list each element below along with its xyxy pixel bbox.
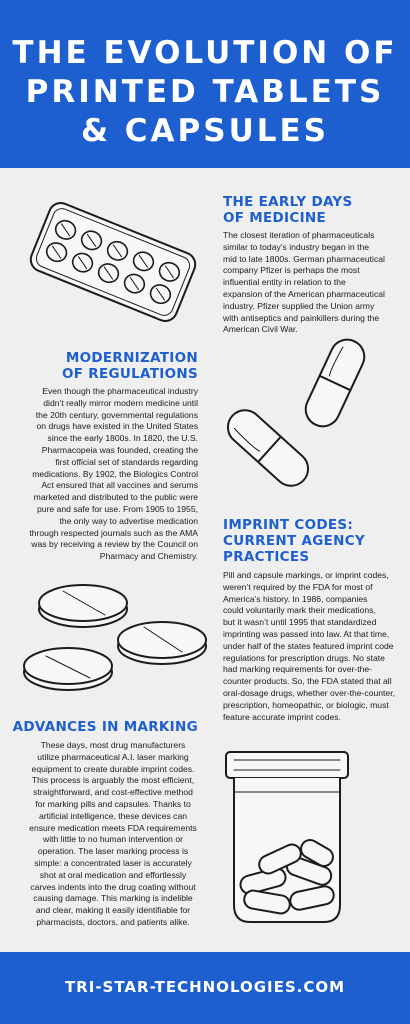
body-line: on drugs have existed in the United States — [36, 421, 198, 432]
body-line: oral-dosage drugs, whether over-the-counter, — [223, 687, 395, 698]
body-line: first official set of standards regarding — [55, 456, 198, 467]
body-line: ensure medication meets FDA requirements — [29, 822, 197, 833]
blister-pill — [122, 272, 147, 296]
body-line: similar to today’s industry began in the — [223, 241, 370, 252]
pill-score-line — [59, 224, 73, 236]
body-line: Pill and capsule markings, or imprint codes, — [223, 570, 389, 580]
body-line: the only way to advertise medication — [59, 515, 198, 526]
title-line: THE EVOLUTION OF — [12, 35, 398, 71]
pill-score-line — [162, 266, 176, 278]
body-line: utilize pharmaceutical A.I. laser marking — [37, 751, 189, 762]
body-line: for marking pills and capsules. Thanks to — [35, 798, 191, 809]
advances-body — [18, 740, 208, 929]
heading-line: IMPRINT CODES: — [223, 517, 354, 533]
body-line: and clear, making it easily identifiable for — [35, 905, 191, 916]
pill-score-line — [50, 246, 64, 258]
pill-score-line — [136, 255, 150, 267]
body-line: could voluntarily mark their medications, — [223, 605, 376, 616]
body-line: simple: a concentrated laser is accurately — [34, 857, 192, 868]
website-link[interactable]: TRI-STAR-TECHNOLOGIES.COM — [64, 978, 346, 996]
advances-heading — [13, 719, 198, 735]
heading-line: PRACTICES — [223, 549, 310, 565]
body-line: pharmacists, doctors, and patients alike. — [36, 916, 190, 927]
heading-line: MODERNIZATION — [65, 350, 198, 366]
body-line: the 20th century, governmental regulations — [35, 409, 198, 420]
early-days-heading — [223, 194, 353, 226]
heading-line: OF REGULATIONS — [62, 366, 198, 382]
body-line: had marking requirements for over-the- — [223, 664, 373, 675]
body-line: through respected journals such as the AMA — [29, 527, 198, 538]
body-line: influential entity in relation to the — [223, 277, 346, 288]
body-line: under half of the states featured imprint code — [223, 640, 394, 651]
blister-pill — [53, 218, 78, 242]
page-title — [0, 34, 410, 151]
body-line: American Civil War. — [223, 324, 298, 335]
body-line: industry. Pfizer supplied the Union army — [223, 300, 375, 311]
body-line: weren’t required by the FDA for most of — [223, 581, 373, 592]
body-line: mid to late 1800s. German pharmaceutical — [223, 253, 385, 264]
body-line: Even though the pharmaceutical industry — [42, 386, 198, 396]
body-line: expansion of the American pharmaceutical — [223, 288, 385, 299]
blister-pill — [44, 240, 69, 264]
blister-pill — [105, 239, 130, 263]
body-line: was by receiving a review by the Council on — [31, 539, 198, 550]
body-line: causing damage. This marking is indelible — [33, 893, 193, 904]
body-line: Pharmacopeia was founded, creating the — [41, 444, 198, 455]
heading-line: OF MEDICINE — [223, 210, 327, 226]
pill-score-line — [101, 267, 115, 279]
body-line: didn’t really mirror modern medicine until — [43, 397, 198, 408]
body-line: with little to no human intervention or — [43, 834, 183, 845]
body-line: The closest iteration of pharmaceuticals — [223, 230, 375, 240]
imprint-codes-heading — [223, 517, 365, 565]
pill-score-line — [75, 257, 89, 269]
body-line: These days, most drug manufacturers — [40, 740, 186, 750]
body-line: since the early 1800s. In 1820, the U.S. — [47, 433, 198, 444]
body-line: with antiseptics and painkillers during the — [223, 312, 380, 323]
modernization-heading — [62, 350, 198, 382]
title-line: PRINTED TABLETS — [25, 74, 385, 110]
heading-line: CURRENT AGENCY — [223, 533, 366, 549]
body-line: company Pfizer is perhaps the most — [223, 265, 360, 276]
pill-score-line — [84, 234, 98, 246]
body-line: feature accurate imprint codes. — [223, 711, 341, 722]
body-line: prescription, homeopathic, or biologic, must — [223, 699, 389, 710]
body-line: straightforward, and cost-effective method — [33, 787, 193, 798]
imprint-codes-body — [223, 570, 395, 723]
body-line: operation. The laser marking process is — [37, 846, 189, 857]
pill-score-line — [153, 288, 167, 300]
early-days-body — [223, 230, 385, 336]
modernization-body — [29, 386, 198, 563]
blister-pill — [131, 249, 156, 273]
body-line: Act ensured that all vaccines and serums — [41, 480, 198, 491]
heading-line: ADVANCES IN MARKING — [12, 719, 198, 735]
body-line: imprinting was passed into law. At that time, — [223, 628, 390, 639]
body-line: medications. By 1902, the Biologics Control — [32, 468, 198, 479]
blister-pill — [148, 282, 173, 306]
body-line: This process is arguably the most efficient, — [31, 775, 195, 786]
heading-line: THE EARLY DAYS — [223, 194, 353, 210]
pill-score-line — [110, 245, 124, 257]
body-line: artificial intelligence, these devices can — [38, 810, 188, 821]
body-line: marketed and distributed to the public were — [33, 492, 198, 503]
blister-pill — [157, 260, 182, 284]
pill-score-line — [127, 278, 141, 290]
blister-pill — [70, 251, 95, 275]
body-line: America’s history. In 1986, companies — [223, 593, 368, 604]
body-line: regulations for prescription drugs. No state — [223, 652, 385, 663]
blister-pill — [96, 261, 121, 285]
body-line: equipment to create durable imprint codes. — [31, 763, 195, 774]
body-line: Pharmacy and Chemistry. — [99, 551, 198, 562]
body-line: but it wasn’t until 1995 that standardized — [223, 617, 377, 628]
title-line: & CAPSULES — [80, 113, 330, 149]
blister-pill — [79, 228, 104, 252]
body-line: pure and safe for use. From 1905 to 1955, — [37, 503, 198, 514]
body-line: shot at oral medication and effortlessly — [39, 869, 187, 880]
body-line: counter products. So, the FDA stated that all — [223, 676, 392, 687]
body-line: carves indents into the drug coating without — [30, 881, 196, 892]
